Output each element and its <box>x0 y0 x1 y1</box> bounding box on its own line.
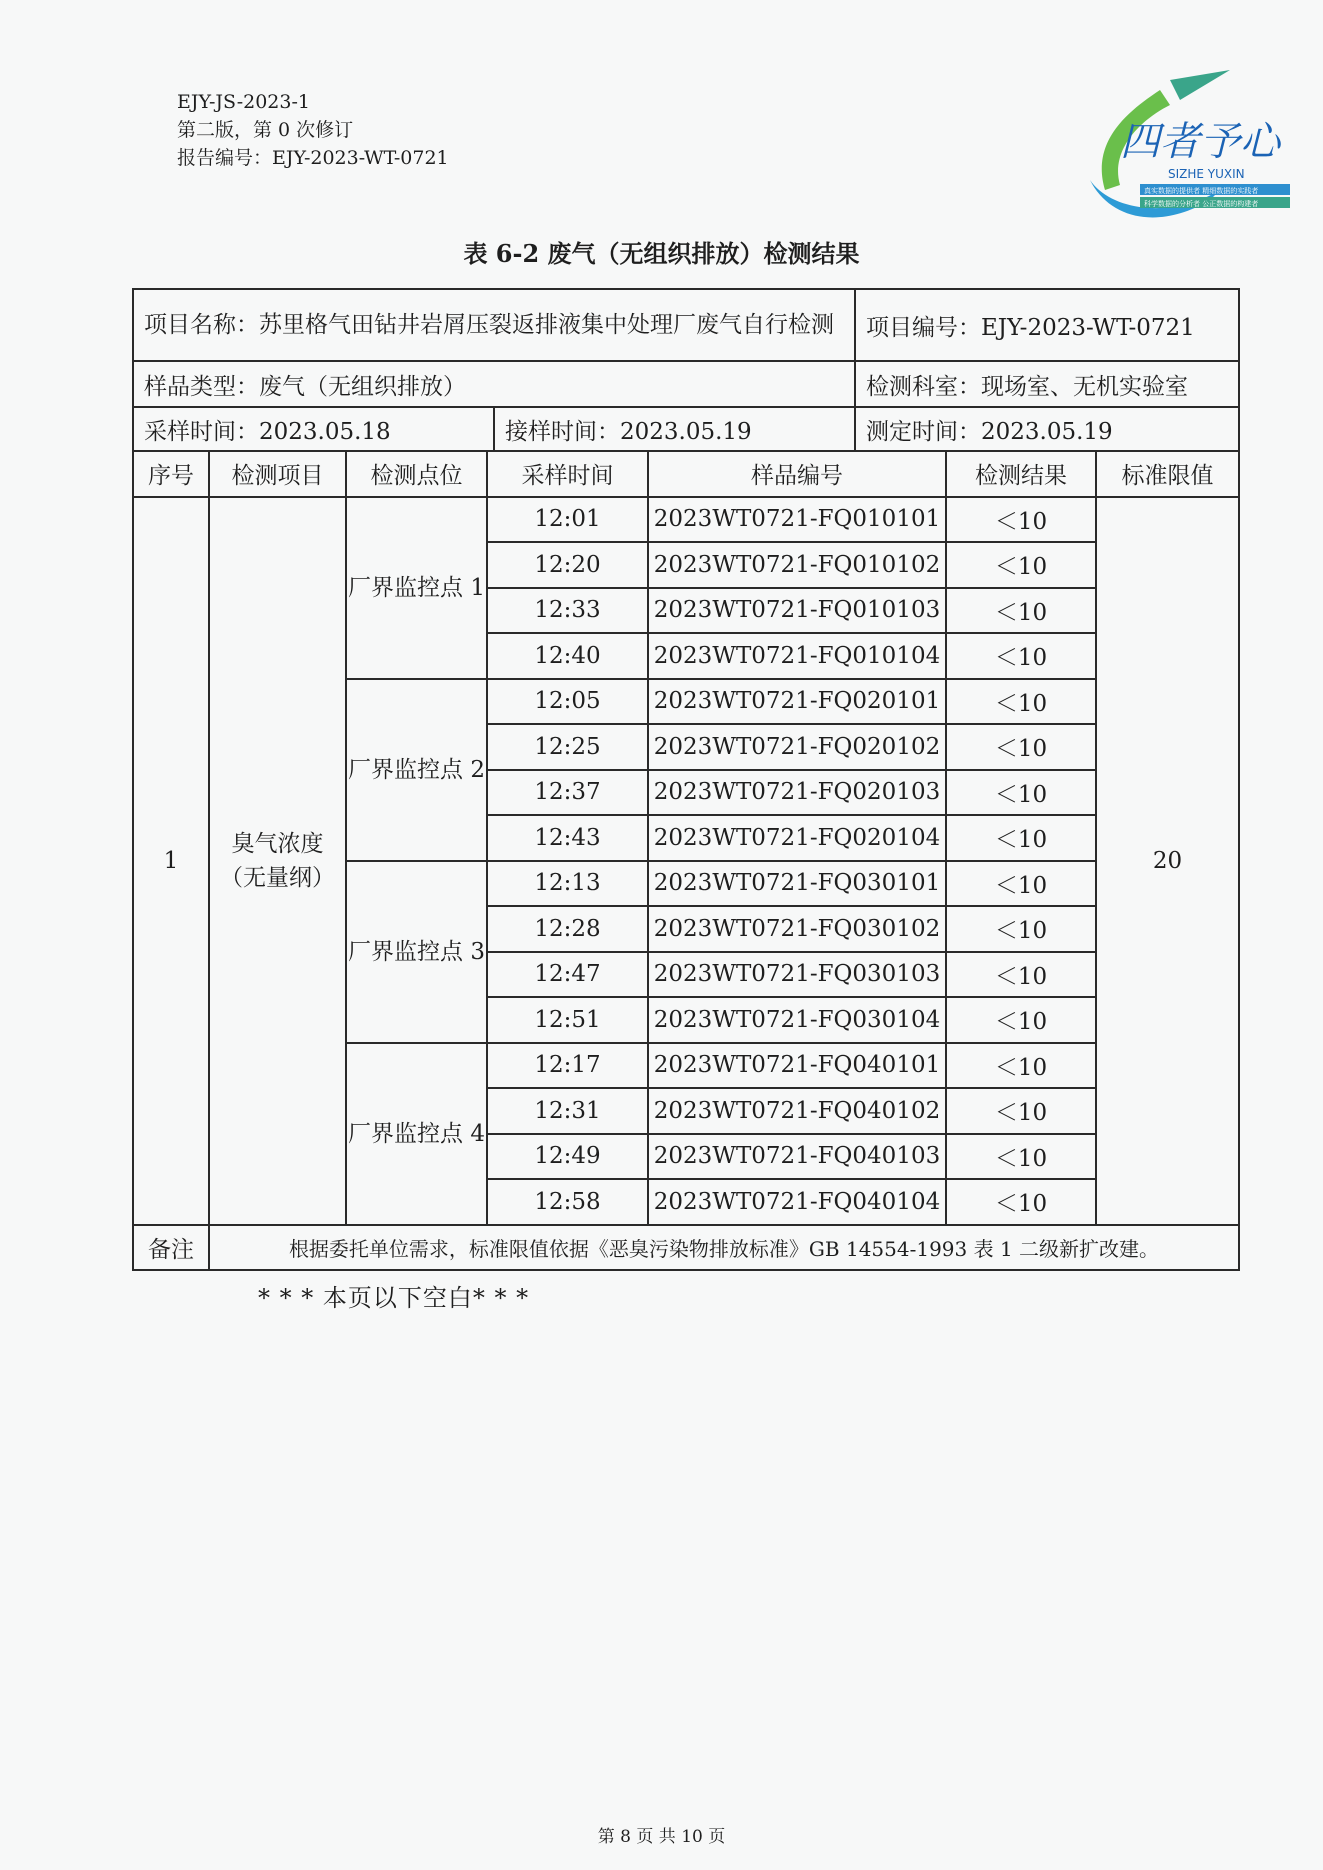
sample-time: 12:25 <box>487 724 648 770</box>
note-row <box>133 1225 1239 1271</box>
test-result: ＜10 <box>946 1179 1096 1225</box>
sample-id: 2023WT0721-FQ030102 <box>648 906 946 952</box>
header-row <box>133 451 1239 497</box>
sample-id: 2023WT0721-FQ020101 <box>648 679 946 725</box>
sample-id: 2023WT0721-FQ030103 <box>648 952 946 998</box>
sample-time: 12:13 <box>487 861 648 907</box>
project-info-table <box>132 288 1240 452</box>
test-result: ＜10 <box>946 861 1096 907</box>
col-header: 标准限值 <box>1096 451 1239 497</box>
blank-below-note: * * * 本页以下空白* * * <box>258 1284 530 1312</box>
doc-code: EJY-JS-2023-1 <box>177 91 310 113</box>
sample-time: 12:47 <box>487 952 648 998</box>
sample-time: 12:37 <box>487 770 648 816</box>
test-time: 测定时间：2023.05.19 <box>855 407 1239 451</box>
results-table <box>132 450 1240 1271</box>
sample-time: 12:43 <box>487 815 648 861</box>
sample-id: 2023WT0721-FQ040104 <box>648 1179 946 1225</box>
sample-type: 样品类型：废气（无组织排放） <box>133 361 855 407</box>
receive-time: 接样时间：2023.05.19 <box>494 407 855 451</box>
sample-time: 12:51 <box>487 997 648 1043</box>
lab-department: 检测科室：现场室、无机实验室 <box>855 361 1239 407</box>
test-item: 臭气浓度（无量纲） <box>209 497 346 1225</box>
logo-name-cn: 四者予心 <box>1120 119 1280 165</box>
col-header: 检测点位 <box>346 451 487 497</box>
note-label: 备注 <box>133 1225 209 1271</box>
table-row <box>133 497 1239 543</box>
sample-id: 2023WT0721-FQ010101 <box>648 497 946 543</box>
col-header: 检测结果 <box>946 451 1096 497</box>
sample-time: 12:01 <box>487 497 648 543</box>
sample-id: 2023WT0721-FQ020103 <box>648 770 946 816</box>
project-name: 项目名称：苏里格气田钻井岩屑压裂返排液集中处理厂废气自行检测 <box>133 289 855 361</box>
test-result: ＜10 <box>946 952 1096 998</box>
sample-time: 12:58 <box>487 1179 648 1225</box>
version-line: 第二版，第 0 次修订 <box>177 119 354 141</box>
test-result: ＜10 <box>946 1043 1096 1089</box>
test-result: ＜10 <box>946 997 1096 1043</box>
sample-time: 12:33 <box>487 588 648 634</box>
page-footer: 第 8 页 共 10 页 <box>597 1827 726 1847</box>
monitor-point: 厂界监控点 2 <box>346 679 487 861</box>
test-result: ＜10 <box>946 588 1096 634</box>
test-result: ＜10 <box>946 770 1096 816</box>
test-result: ＜10 <box>946 906 1096 952</box>
test-result: ＜10 <box>946 679 1096 725</box>
sample-time: 12:31 <box>487 1088 648 1134</box>
row-index: 1 <box>133 497 209 1225</box>
col-header: 序号 <box>133 451 209 497</box>
sample-id: 2023WT0721-FQ010104 <box>648 633 946 679</box>
sample-id: 2023WT0721-FQ020102 <box>648 724 946 770</box>
sample-time: 12:20 <box>487 542 648 588</box>
col-header: 样品编号 <box>648 451 946 497</box>
logo-tagline-1: 真实数据的提供者 精细数据的实践者 <box>1144 187 1259 195</box>
company-logo <box>1050 70 1290 230</box>
monitor-point: 厂界监控点 1 <box>346 497 487 679</box>
col-header: 采样时间 <box>487 451 648 497</box>
sample-id: 2023WT0721-FQ030104 <box>648 997 946 1043</box>
sample-id: 2023WT0721-FQ040102 <box>648 1088 946 1134</box>
logo-tagline-2: 科学数据的分析者 公正数据的构建者 <box>1144 200 1259 208</box>
sample-time: 12:05 <box>487 679 648 725</box>
sample-time: 12:28 <box>487 906 648 952</box>
sample-time: 12:17 <box>487 1043 648 1089</box>
table-title: 表 6-2 废气（无组织排放）检测结果 <box>463 239 860 268</box>
monitor-point: 厂界监控点 4 <box>346 1043 487 1225</box>
logo-name-en: SIZHE YUXIN <box>1168 167 1245 181</box>
col-header: 检测项目 <box>209 451 346 497</box>
sample-id: 2023WT0721-FQ030101 <box>648 861 946 907</box>
sample-time: 12:40 <box>487 633 648 679</box>
sample-id: 2023WT0721-FQ040103 <box>648 1134 946 1180</box>
test-result: ＜10 <box>946 724 1096 770</box>
sample-id: 2023WT0721-FQ020104 <box>648 815 946 861</box>
sample-time: 12:49 <box>487 1134 648 1180</box>
monitor-point: 厂界监控点 3 <box>346 861 487 1043</box>
sample-id: 2023WT0721-FQ010103 <box>648 588 946 634</box>
test-result: ＜10 <box>946 497 1096 543</box>
test-result: ＜10 <box>946 1134 1096 1180</box>
report-number: 报告编号：EJY-2023-WT-0721 <box>177 147 449 169</box>
test-result: ＜10 <box>946 1088 1096 1134</box>
test-result: ＜10 <box>946 633 1096 679</box>
standard-limit: 20 <box>1096 497 1239 1225</box>
sample-id: 2023WT0721-FQ040101 <box>648 1043 946 1089</box>
project-number: 项目编号：EJY-2023-WT-0721 <box>855 289 1239 361</box>
sample-id: 2023WT0721-FQ010102 <box>648 542 946 588</box>
test-result: ＜10 <box>946 815 1096 861</box>
note-text: 根据委托单位需求，标准限值依据《恶臭污染物排放标准》GB 14554-1993 表 1 二级新扩改建。 <box>209 1225 1239 1271</box>
document-header <box>177 88 449 172</box>
sampling-time: 采样时间：2023.05.18 <box>133 407 494 451</box>
test-result: ＜10 <box>946 542 1096 588</box>
